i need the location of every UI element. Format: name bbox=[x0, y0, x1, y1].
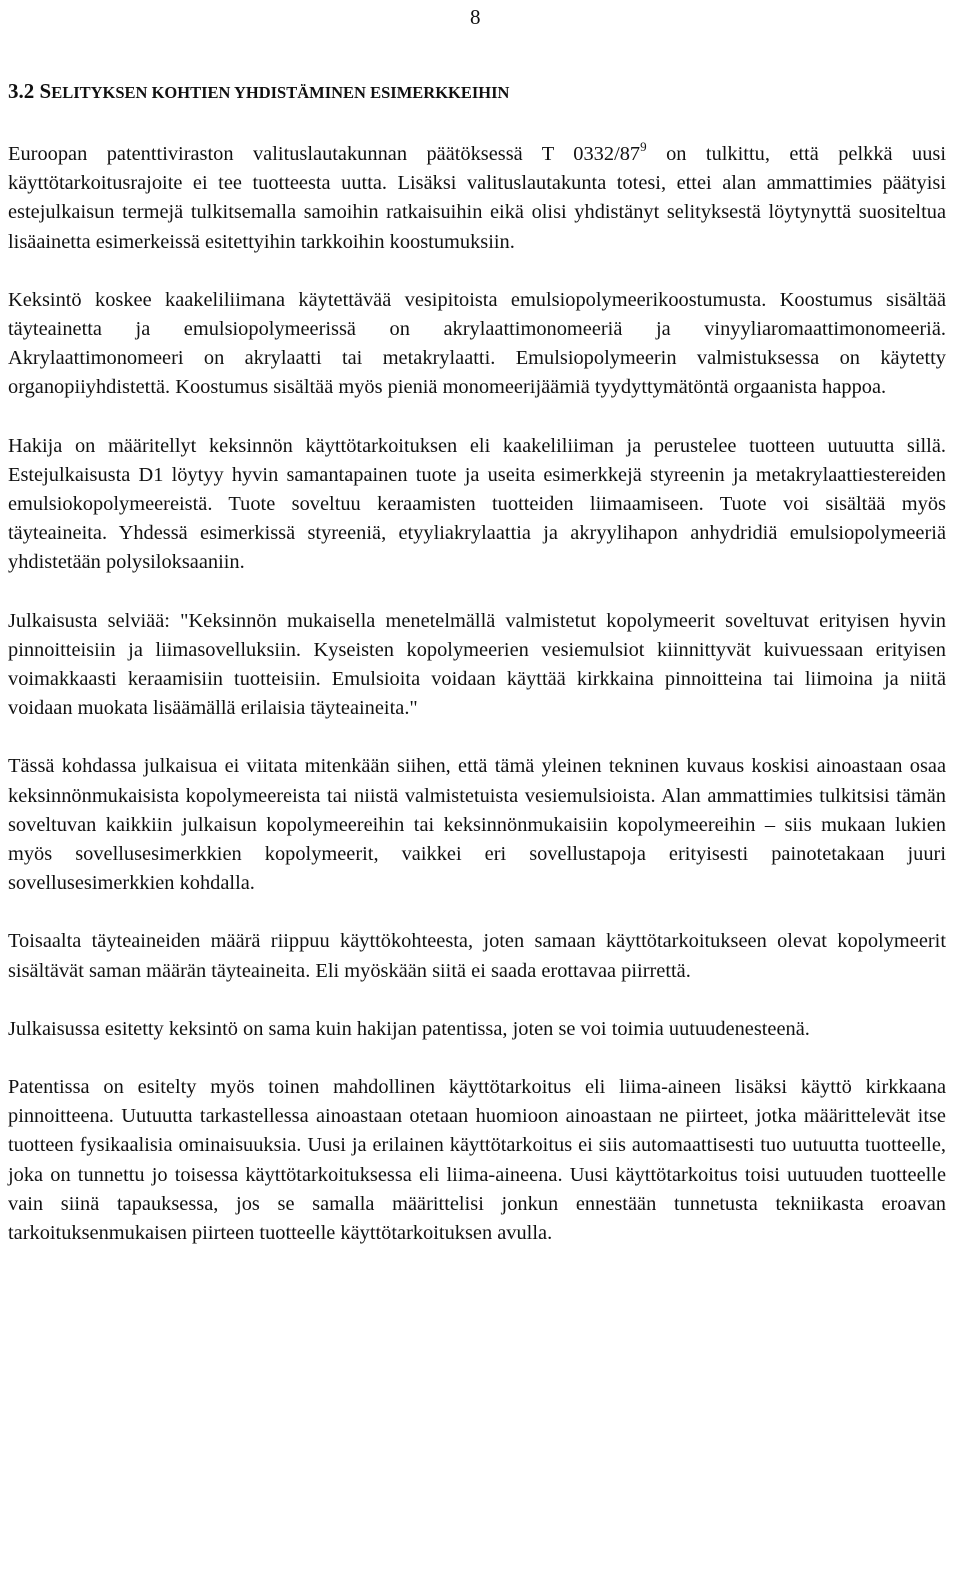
section-title-initial: S bbox=[39, 79, 52, 103]
paragraph-1-end: on tulkittu, että pelkkä uusi käyttötarkoitusrajoite ei tee tuotteesta uutta. Lisäksi valituslautakunta totesi, ettei alan ammattimies päätyisi estejulkaisun termejä tulkitsemalla samoihin ratkaisuihin eikä olisi yhdistänyt selityksestä löytynyttä suositeltua lisäainetta esimerkeissä esitettyihin tarkkoihin koostumuksiin. bbox=[8, 143, 946, 253]
paragraph-8: Patentissa on esitelty myös toinen mahdollinen käyttötarkoitus eli liima-aineen lisäksi käyttö kirkkaana pinnoitteena. Uutuutta tarkastellessa ainoastaan otetaan huomioon ainoastaan ne piirteet, jotka määrittelevät itse tuotteen fysikaalisia ominaisuuksia. Uusi ja erilainen käyttötarkoitus ei siis automaattisesti tuo uutuutta tuotteelle, joka on tunnettu jo toisessa käyttötarkoituksessa eli liima-aineena. Uusi käyttötarkoitus toisi uutuuden tuotteelle vain siinä tapauksessa, jos se samalla määrittelisi jonkun ennestään tunnetusta tekniikasta eroavan tarkoituksenmukaisen piirteen tuotteelle käyttötarkoituksen avulla. bbox=[8, 1076, 946, 1245]
section-title-rest: ELITYKSEN KOHTIEN YHDISTÄMINEN ESIMERKKEIHIN bbox=[51, 83, 510, 102]
paragraph-5: Tässä kohdassa julkaisua ei viitata mitenkään siihen, että tämä yleinen tekninen kuvaus koskisi ainoastaan osaa keksinnönmukaisista kopolymeereista tai niistä valmistetuista vesiemulsioista. Alan ammattimies tulkitsisi tämän soveltuvan kaikkiin julkaisun kopolymeereihin tai keksinnönmukaisiin kopolymeereihin – siis mukaan lukien myös sovellusesimerkkien kopolymeerit, vaikkei eri sovellustapoja erityisesti painotetakaan juuri sovellusesimerkkien kohdalla. bbox=[8, 755, 946, 895]
paragraph-1-start: Euroopan patenttiviraston valituslautakunnan päätöksessä T 0332/87 bbox=[8, 143, 641, 165]
section-heading bbox=[8, 78, 509, 106]
page-number: 8 bbox=[470, 5, 481, 29]
paragraph-3: Hakija on määritellyt keksinnön käyttötarkoituksen eli kaakeliliiman ja perustelee tuotteen uutuutta sillä. Estejulkaisusta D1 löytyy hyvin samantapainen tuote ja useita esimerkkejä styreenin ja metakrylaattiestereiden emulsiokopolymeereistä. Tuote soveltuu keraamisten tuotteiden liimaamiseen. Tuote voi sisältää myös täyteaineita. Yhdessä esimerkissä styreeniä, etyyliakrylaattia ja akryylihapon anhydridiä emulsiopolymeeriä yhdistetään polysiloksaaniin. bbox=[8, 434, 946, 574]
section-number: 3.2 bbox=[8, 79, 35, 103]
paragraph-6: Toisaalta täyteaineiden määrä riippuu käyttökohteesta, joten samaan käyttötarkoitukseen olevat kopolymeerit sisältävät saman määrän täyteaineita. Eli myöskään siitä ei saada erottavaa piirrettä. bbox=[8, 930, 946, 982]
paragraph-1 bbox=[8, 140, 946, 257]
body-text bbox=[8, 140, 946, 1277]
paragraph-4: Julkaisusta selviää: "Keksinnön mukaisella menetelmällä valmistetut kopolymeerit soveltuvat erityisen hyvin pinnoitteisiin ja liimasovelluksiin. Kyseisten kopolymeerien vesiemulsiot kiinnittyvät kuivuessaan erityisen voimakkaasti keraamisiin tuotteisiin. Emulsioita voidaan käyttää kirkkaina pinnoitteina tai liimoina ja niitä voidaan muokata lisäämällä erilaisia täyteaineita." bbox=[8, 609, 946, 720]
paragraph-2: Keksintö koskee kaakeliliimana käytettävää vesipitoista emulsiopolymeerikoostumusta. Koostumus sisältää täyteainetta ja emulsiopolymeerissä on akrylaattimonomeeriä ja vinyyliaromaattimonomeeriä. Akrylaattimonomeeri on akrylaatti tai metakrylaatti. Emulsiopolymeerin valmistuksessa on käytetty organopiiyhdistettä. Koostumus sisältää myös pieniä monomeerijäämiä tyydyttymätöntä orgaanista happoa. bbox=[8, 288, 946, 399]
paragraph-7: Julkaisussa esitetty keksintö on sama kuin hakijan patentissa, joten se voi toimia uutuudenesteenä. bbox=[8, 1017, 810, 1040]
footnote-marker: 9 bbox=[640, 139, 647, 154]
